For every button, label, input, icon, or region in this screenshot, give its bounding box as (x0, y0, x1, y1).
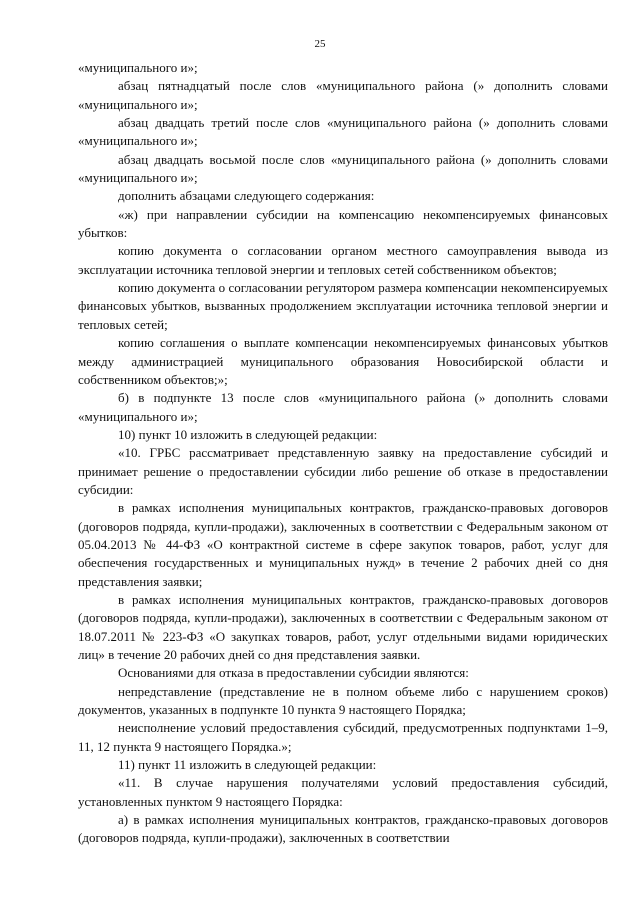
document-paragraph: Основаниями для отказа в предоставлении субсидии являются: (118, 665, 469, 681)
document-paragraph: неисполнение условий предоставления субсидий, предусмотренных подпунктами 1–9, 11, 12 пункта 9 настоящего Порядка.»; (78, 720, 608, 754)
document-paragraph: дополнить абзацами следующего содержания: (118, 188, 375, 204)
document-paragraph: а) в рамках исполнения муниципальных контрактов, гражданско-правовых договоров (договоров подряда, купли-продажи), заключенных в соответствии (78, 812, 608, 846)
page-number: 25 (314, 38, 326, 50)
document-paragraph: абзац двадцать третий после слов «муниципального района (» дополнить словами «муниципального и»; (78, 115, 608, 149)
document-paragraph: абзац пятнадцатый после слов «муниципального района (» дополнить словами «муниципального и»; (78, 78, 608, 112)
document-body (78, 59, 608, 848)
document-paragraph: копию соглашения о выплате компенсации некомпенсируемых финансовых убытков между администрацией муниципального образования Новосибирской области и собственником объектов;»; (78, 335, 608, 387)
document-paragraph: «10. ГРБС рассматривает представленную заявку на предоставление субсидий и принимает решение о предоставлении субсидии либо решение об отказе в предоставлении субсидии: (78, 445, 608, 497)
document-paragraph: «11. В случае нарушения получателями условий предоставления субсидий, установленных пунктом 9 настоящего Порядка: (78, 775, 608, 809)
document-paragraph: в рамках исполнения муниципальных контрактов, гражданско-правовых договоров (договоров подряда, купли-продажи), заключенных в соответствии с Федеральным законом от 05.04.2013 № 44-ФЗ «О контрактной системе в сфере закупок товаров, работ, услуг для обеспечения государственных и муниципальных нужд» в течение 2 рабочих дней со дня представления заявки; (78, 500, 608, 589)
document-paragraph: «муниципального и»; (78, 60, 198, 75)
document-paragraph: б) в подпункте 13 после слов «муниципального района (» дополнить словами «муниципального и»; (78, 390, 608, 424)
document-paragraph: 10) пункт 10 изложить в следующей редакции: (118, 426, 378, 442)
document-paragraph: «ж) при направлении субсидии на компенсацию некомпенсируемых финансовых убытков: (78, 206, 608, 241)
document-paragraph: абзац двадцать восьмой после слов «муниципального района (» дополнить словами «муниципального и»; (78, 151, 608, 186)
document-paragraph: в рамках исполнения муниципальных контрактов, гражданско-правовых договоров (договоров подряда, купли-продажи), заключенных в соответствии с Федеральным законом от 18.07.2011 № 223-ФЗ «О закупках товаров, работ, услуг отдельными видами юридических лиц» в течение 20 рабочих дней со дня представления заявки. (78, 591, 608, 662)
document-paragraph: непредставление (представление не в полном объеме либо с нарушением сроков) документов, указанных в подпункте 10 пункта 9 настоящего Порядка; (78, 683, 608, 718)
document-paragraph: копию документа о согласовании органом местного самоуправления вывода из эксплуатации источника тепловой энергии и тепловых сетей собственником объектов; (78, 243, 608, 277)
document-paragraph: копию документа о согласовании регулятором размера компенсации некомпенсируемых финансовых убытков, вызванных продолжением эксплуатации источника тепловой энергии и тепловых сетей; (78, 280, 608, 332)
document-paragraph: 11) пункт 11 изложить в следующей редакции: (118, 757, 377, 773)
